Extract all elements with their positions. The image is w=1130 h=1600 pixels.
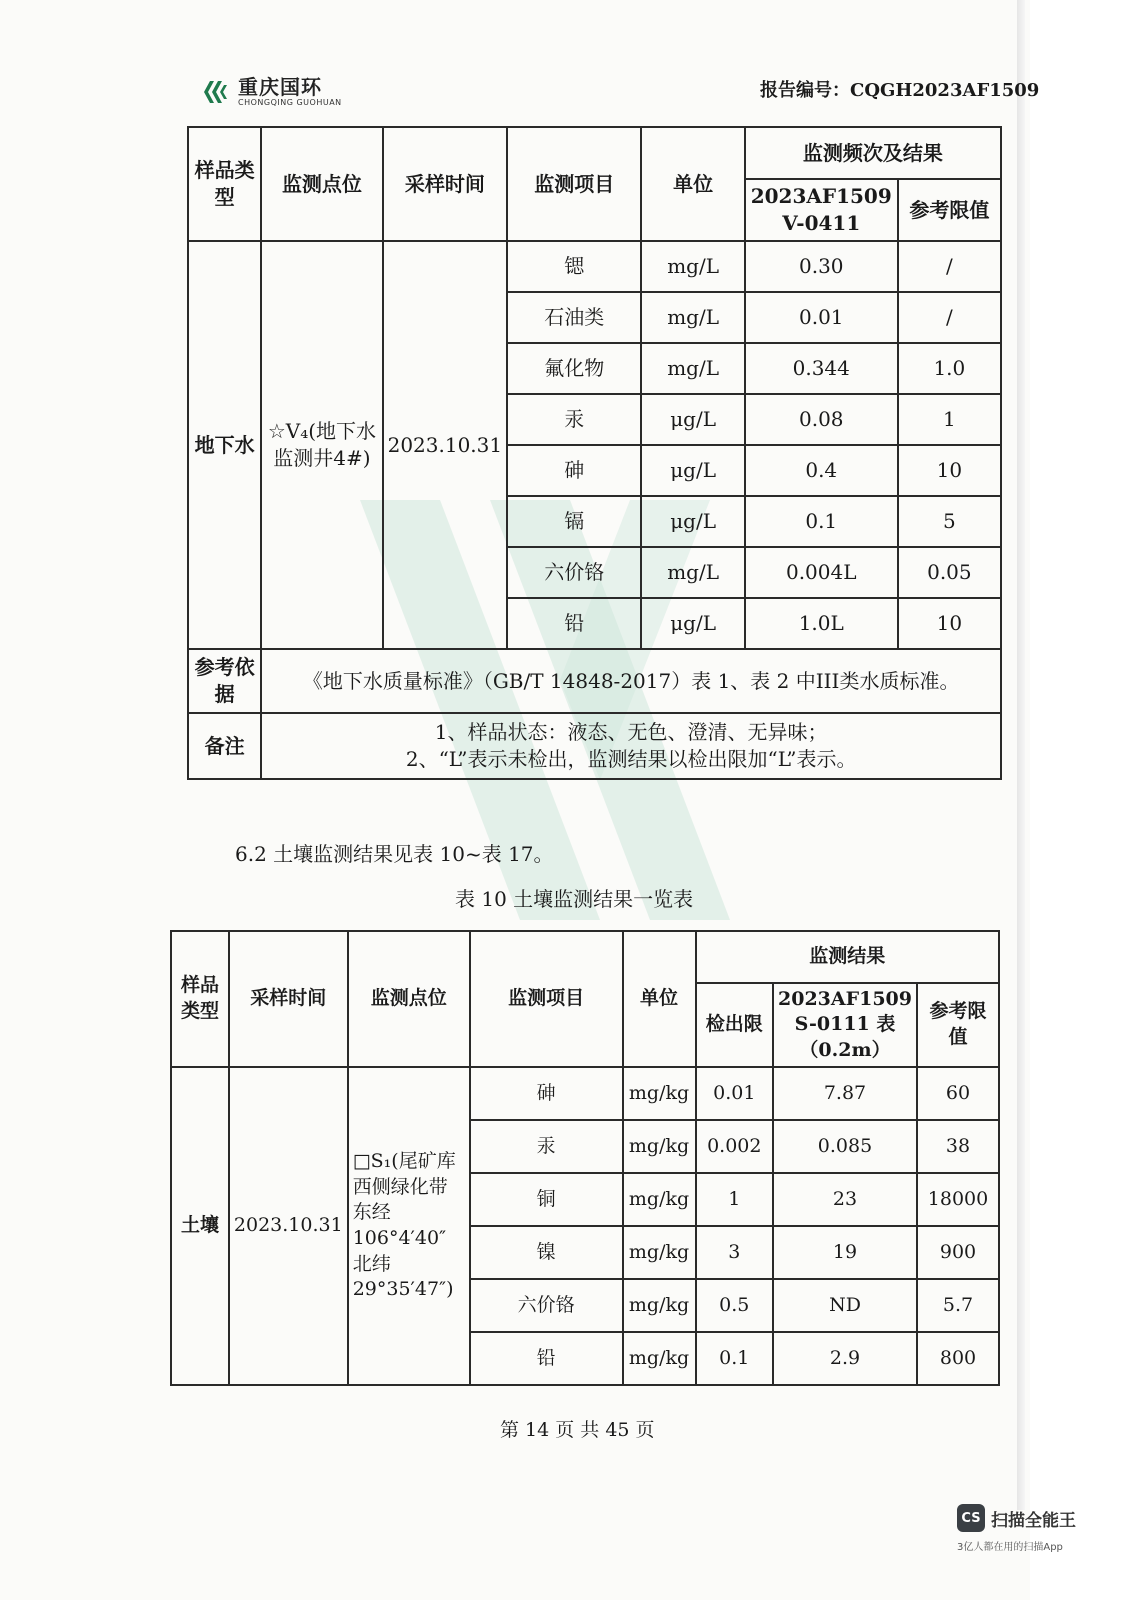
limit-cell: 5.7 <box>917 1279 999 1332</box>
unit-cell: μg/L <box>641 394 744 445</box>
detect-limit-cell: 0.5 <box>696 1279 773 1332</box>
value-cell: ND <box>773 1279 917 1332</box>
unit-cell: mg/L <box>641 292 744 343</box>
header-item: 监测项目 <box>470 931 623 1067</box>
limit-cell: 10 <box>898 598 1001 649</box>
scanner-app-badge <box>957 1504 1076 1532</box>
company-logo <box>200 76 342 107</box>
unit-cell: mg/kg <box>623 1332 696 1385</box>
table-caption: 表 10 土壤监测结果一览表 <box>455 887 694 911</box>
value-cell: 19 <box>773 1226 917 1279</box>
page-number: 第 14 页 共 45 页 <box>500 1419 655 1441</box>
unit-cell: mg/L <box>641 547 744 598</box>
header-result-group: 监测结果 <box>696 931 999 983</box>
item-cell: 六价铬 <box>470 1279 623 1332</box>
detect-limit-cell: 1 <box>696 1173 773 1226</box>
point-cell: □S₁(尾矿库西侧绿化带东经106°4′40″北纬29°35′47″) <box>348 1067 470 1385</box>
header-unit: 单位 <box>623 931 696 1067</box>
header-sample-id: 2023AF1509 S-0111 表（0.2m） <box>773 983 917 1067</box>
item-cell: 石油类 <box>507 292 641 343</box>
page-edge-shadow <box>1017 0 1025 1510</box>
item-cell: 砷 <box>470 1067 623 1120</box>
header-result-group: 监测频次及结果 <box>745 127 1001 179</box>
item-cell: 氟化物 <box>507 343 641 394</box>
value-cell: 0.01 <box>745 292 898 343</box>
header-detect-limit: 检出限 <box>696 983 773 1067</box>
limit-cell: 38 <box>917 1120 999 1173</box>
header-unit: 单位 <box>641 127 744 241</box>
unit-cell: mg/L <box>641 241 744 292</box>
item-cell: 汞 <box>470 1120 623 1173</box>
basis-label: 参考依据 <box>188 649 261 713</box>
header-time: 采样时间 <box>383 127 508 241</box>
header-limit: 参考限值 <box>917 983 999 1067</box>
value-cell: 0.1 <box>745 496 898 547</box>
header-time: 采样时间 <box>229 931 348 1067</box>
remark-label: 备注 <box>188 713 261 779</box>
item-cell: 砷 <box>507 445 641 496</box>
limit-cell: 10 <box>898 445 1001 496</box>
value-cell: 0.004L <box>745 547 898 598</box>
limit-cell: 60 <box>917 1067 999 1120</box>
detect-limit-cell: 3 <box>696 1226 773 1279</box>
unit-cell: mg/kg <box>623 1120 696 1173</box>
limit-cell: 1 <box>898 394 1001 445</box>
header-limit: 参考限值 <box>898 179 1001 241</box>
remark-line-1: 1、样品状态：液态、无色、澄清、无异味； <box>434 720 828 744</box>
limit-cell: 5 <box>898 496 1001 547</box>
point-cell: ☆V₄(地下水监测井4#) <box>261 241 382 649</box>
item-cell: 六价铬 <box>507 547 641 598</box>
item-cell: 铅 <box>507 598 641 649</box>
item-cell: 锶 <box>507 241 641 292</box>
limit-cell: 18000 <box>917 1173 999 1226</box>
scanner-app-icon: CS <box>957 1504 985 1532</box>
value-cell: 1.0L <box>745 598 898 649</box>
groundwater-results-table <box>187 126 1002 780</box>
limit-cell: 1.0 <box>898 343 1001 394</box>
report-number: 报告编号：CQGH2023AF1509 <box>760 80 1040 101</box>
remark-line-2: 2、“L”表示未检出，监测结果以检出限加“L”表示。 <box>405 747 857 771</box>
sample-type-cell: 地下水 <box>188 241 261 649</box>
limit-cell: 0.05 <box>898 547 1001 598</box>
header-point: 监测点位 <box>348 931 470 1067</box>
limit-cell: 900 <box>917 1226 999 1279</box>
item-cell: 镍 <box>470 1226 623 1279</box>
scanner-app-tagline: 3亿人都在用的扫描App <box>957 1542 1063 1553</box>
unit-cell: μg/L <box>641 496 744 547</box>
unit-cell: μg/L <box>641 598 744 649</box>
sample-type-cell: 土壤 <box>171 1067 229 1385</box>
scan-margin <box>1030 0 1130 1600</box>
limit-cell: / <box>898 292 1001 343</box>
header-sample-id: 2023AF1509 V-0411 <box>745 179 898 241</box>
section-paragraph: 6.2 土壤监测结果见表 10~表 17。 <box>235 842 554 866</box>
unit-cell: mg/kg <box>623 1067 696 1120</box>
value-cell: 0.30 <box>745 241 898 292</box>
detect-limit-cell: 0.01 <box>696 1067 773 1120</box>
value-cell: 0.4 <box>745 445 898 496</box>
limit-cell: 800 <box>917 1332 999 1385</box>
company-name: 重庆国环 <box>238 75 322 99</box>
unit-cell: μg/L <box>641 445 744 496</box>
time-cell: 2023.10.31 <box>229 1067 348 1385</box>
time-cell: 2023.10.31 <box>383 241 508 649</box>
header-point: 监测点位 <box>261 127 382 241</box>
limit-cell: / <box>898 241 1001 292</box>
unit-cell: mg/kg <box>623 1226 696 1279</box>
item-cell: 铜 <box>470 1173 623 1226</box>
value-cell: 23 <box>773 1173 917 1226</box>
item-cell: 镉 <box>507 496 641 547</box>
company-logo-icon <box>200 77 230 107</box>
value-cell: 0.085 <box>773 1120 917 1173</box>
remark-cell <box>261 713 1001 779</box>
detect-limit-cell: 0.002 <box>696 1120 773 1173</box>
header-item: 监测项目 <box>507 127 641 241</box>
detect-limit-cell: 0.1 <box>696 1332 773 1385</box>
value-cell: 0.08 <box>745 394 898 445</box>
item-cell: 铅 <box>470 1332 623 1385</box>
unit-cell: mg/L <box>641 343 744 394</box>
value-cell: 0.344 <box>745 343 898 394</box>
item-cell: 汞 <box>507 394 641 445</box>
unit-cell: mg/kg <box>623 1173 696 1226</box>
header-sample-type: 样品类型 <box>188 127 261 241</box>
header-sample-type: 样品类型 <box>171 931 229 1067</box>
value-cell: 7.87 <box>773 1067 917 1120</box>
soil-results-table <box>170 930 1000 1386</box>
value-cell: 2.9 <box>773 1332 917 1385</box>
basis-text: 《地下水质量标准》（GB/T 14848-2017）表 1、表 2 中III类水质标准。 <box>261 649 1001 713</box>
unit-cell: mg/kg <box>623 1279 696 1332</box>
company-name-en: CHONGQING GUOHUAN <box>238 98 342 107</box>
scanner-app-name: 扫描全能王 <box>991 1510 1076 1531</box>
